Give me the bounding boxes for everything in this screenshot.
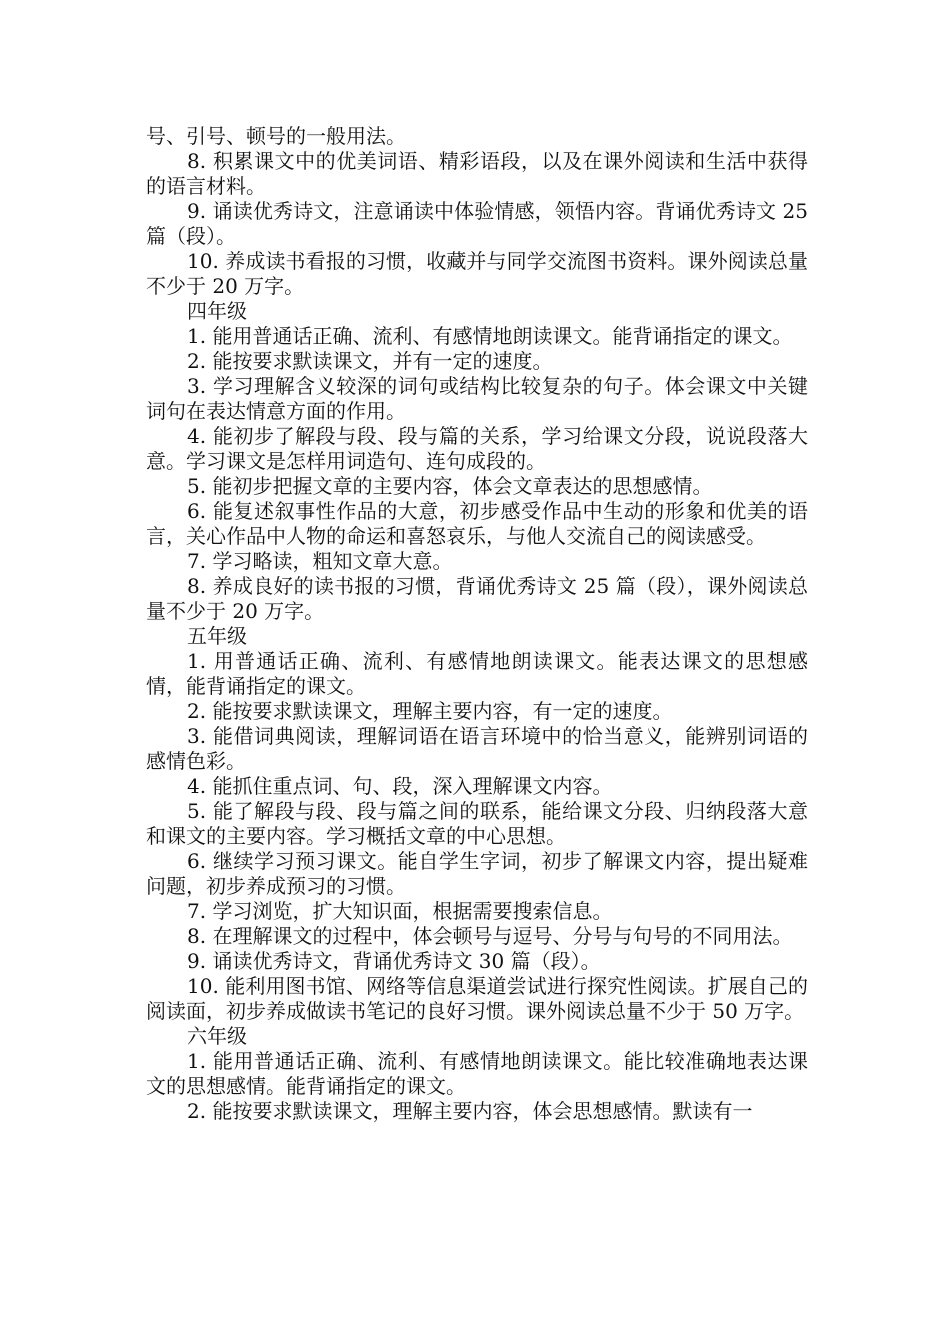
paragraph-item: 4. 能抓住重点词、句、段，深入理解课文内容。 — [187, 774, 613, 798]
paragraph-item: 2. 能按要求默读课文，理解主要内容，有一定的速度。 — [187, 699, 673, 723]
grade-heading: 六年级 — [187, 1024, 247, 1048]
paragraph-continuation: 号、引号、顿号的一般用法。 — [146, 124, 406, 148]
paragraph-item: 7. 学习浏览，扩大知识面，根据需要搜索信息。 — [187, 899, 613, 923]
grade-heading: 五年级 — [187, 624, 247, 648]
paragraph-item: 8. 养成良好的读书报的习惯，背诵优秀诗文 25 篇（段），课外阅读总量不少于 20 万字。 — [146, 574, 808, 623]
paragraph-item: 6. 继续学习预习课文。能自学生字词，初步了解课文内容，提出疑难问题，初步养成预习的习惯。 — [146, 849, 808, 898]
document-body — [146, 124, 808, 1124]
paragraph-item: 8. 积累课文中的优美词语、精彩语段，以及在课外阅读和生活中获得的语言材料。 — [146, 149, 808, 198]
paragraph-item: 9. 诵读优秀诗文，背诵优秀诗文 30 篇（段）。 — [187, 949, 601, 973]
paragraph-item: 6. 能复述叙事性作品的大意，初步感受作品中生动的形象和优美的语言，关心作品中人物的命运和喜怒哀乐，与他人交流自己的阅读感受。 — [146, 499, 808, 548]
paragraph-item: 2. 能按要求默读课文，并有一定的速度。 — [187, 349, 553, 373]
grade-heading: 四年级 — [187, 299, 247, 323]
paragraph-item: 1. 能用普通话正确、流利、有感情地朗读课文。能背诵指定的课文。 — [187, 324, 793, 348]
paragraph-item: 3. 能借词典阅读，理解词语在语言环境中的恰当意义，能辨别词语的感情色彩。 — [146, 724, 808, 773]
paragraph-item: 2. 能按要求默读课文，理解主要内容，体会思想感情。默读有一 — [187, 1099, 753, 1123]
paragraph-item: 10. 能利用图书馆、网络等信息渠道尝试进行探究性阅读。扩展自己的阅读面，初步养成做读书笔记的良好习惯。课外阅读总量不少于 50 万字。 — [146, 974, 808, 1023]
paragraph-item: 5. 能了解段与段、段与篇之间的联系，能给课文分段、归纳段落大意和课文的主要内容。学习概括文章的中心思想。 — [146, 799, 808, 848]
paragraph-item: 8. 在理解课文的过程中，体会顿号与逗号、分号与句号的不同用法。 — [187, 924, 793, 948]
paragraph-item: 9. 诵读优秀诗文，注意诵读中体验情感，领悟内容。背诵优秀诗文 25 篇（段）。 — [146, 199, 808, 248]
paragraph-item: 1. 用普通话正确、流利、有感情地朗读课文。能表达课文的思想感情，能背诵指定的课文。 — [146, 649, 808, 698]
paragraph-item: 5. 能初步把握文章的主要内容，体会文章表达的思想感情。 — [187, 474, 713, 498]
paragraph-item: 1. 能用普通话正确、流利、有感情地朗读课文。能比较准确地表达课文的思想感情。能背诵指定的课文。 — [146, 1049, 808, 1098]
paragraph-item: 7. 学习略读，粗知文章大意。 — [187, 549, 453, 573]
paragraph-item: 10. 养成读书看报的习惯，收藏并与同学交流图书资料。课外阅读总量不少于 20 万字。 — [146, 249, 808, 298]
paragraph-item: 4. 能初步了解段与段、段与篇的关系，学习给课文分段，说说段落大意。学习课文是怎样用词造句、连句成段的。 — [146, 424, 808, 473]
paragraph-item: 3. 学习理解含义较深的词句或结构比较复杂的句子。体会课文中关键词句在表达情意方面的作用。 — [146, 374, 808, 423]
